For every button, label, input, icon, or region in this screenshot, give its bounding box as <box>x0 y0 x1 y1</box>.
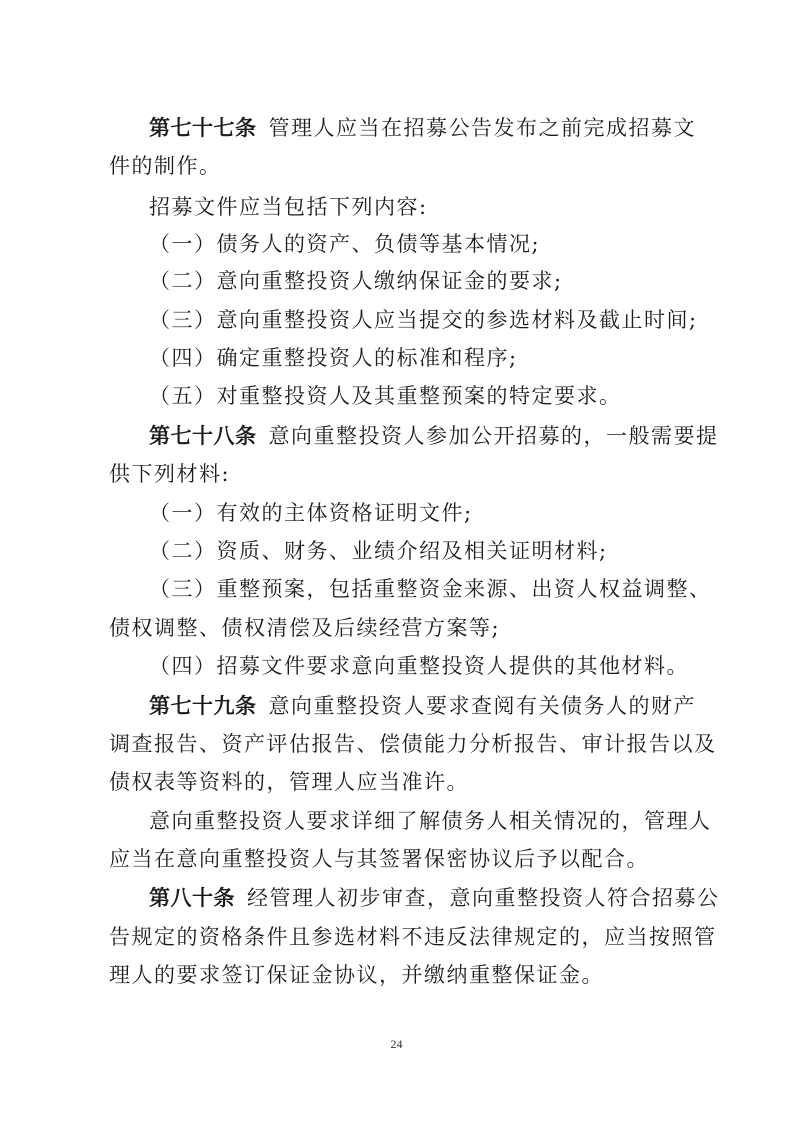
article-79-first-line <box>149 691 696 721</box>
article-80-text: 经管理人初步审查，意向重整投资人符合招募公 <box>247 886 720 910</box>
article-77-item-2: （二）意向重整投资人缴纳保证金的要求; <box>149 269 563 293</box>
article-78-line-2: 供下列材料: <box>109 462 231 486</box>
article-80-first-line <box>149 883 720 913</box>
article-77-first-line <box>149 113 696 143</box>
article-80-line-3: 理人的要求签订保证金协议，并缴纳重整保证金。 <box>109 963 604 987</box>
article-80-heading: 第八十条 <box>149 886 235 910</box>
article-77-item-5: （五）对重整投资人及其重整预案的特定要求。 <box>149 384 622 408</box>
article-78-item-1: （一）有效的主体资格证明文件; <box>149 501 473 525</box>
article-77-item-4: （四）确定重整投资人的标准和程序; <box>149 346 518 370</box>
article-77-intro: 招募文件应当包括下列内容: <box>149 195 428 219</box>
article-79-para-2-line-2: 应当在意向重整投资人与其签署保密协议后予以配合。 <box>109 847 649 871</box>
article-78-item-3: （三）重整预案，包括重整资金来源、出资人权益调整、 <box>149 577 712 601</box>
article-78-item-2: （二）资质、财务、业绩介绍及相关证明材料; <box>149 539 608 563</box>
article-79-line-3: 债权表等资料的，管理人应当准许。 <box>109 770 469 794</box>
article-79-para-2-line-1: 意向重整投资人要求详细了解债务人相关情况的，管理人 <box>149 809 712 833</box>
article-79-heading: 第七十九条 <box>149 694 257 718</box>
page-number: 24 <box>390 1037 403 1051</box>
article-80-line-2: 告规定的资格条件且参选材料不违反法律规定的，应当按照管 <box>109 925 717 949</box>
article-79-text: 意向重整投资人要求查阅有关债务人的财产 <box>268 694 696 718</box>
article-77-line-2: 件的制作。 <box>109 154 222 178</box>
article-78-item-3-cont: 债权调整、债权清偿及后续经营方案等; <box>109 616 501 640</box>
article-78-text: 意向重整投资人参加公开招募的，一般需要提 <box>268 424 719 448</box>
article-79-line-2: 调查报告、资产评估报告、偿债能力分析报告、审计报告以及 <box>109 732 717 756</box>
article-77-item-1: （一）债务人的资产、负债等基本情况; <box>149 232 541 256</box>
article-78-heading: 第七十八条 <box>149 424 257 448</box>
article-77-text: 管理人应当在招募公告发布之前完成招募文 <box>268 116 696 140</box>
article-78-item-4: （四）招募文件要求意向重整投资人提供的其他材料。 <box>149 654 689 678</box>
article-77-heading: 第七十七条 <box>149 116 257 140</box>
article-77-item-3: （三）意向重整投资人应当提交的参选材料及截止时间; <box>149 308 698 332</box>
article-78-first-line <box>149 421 719 451</box>
